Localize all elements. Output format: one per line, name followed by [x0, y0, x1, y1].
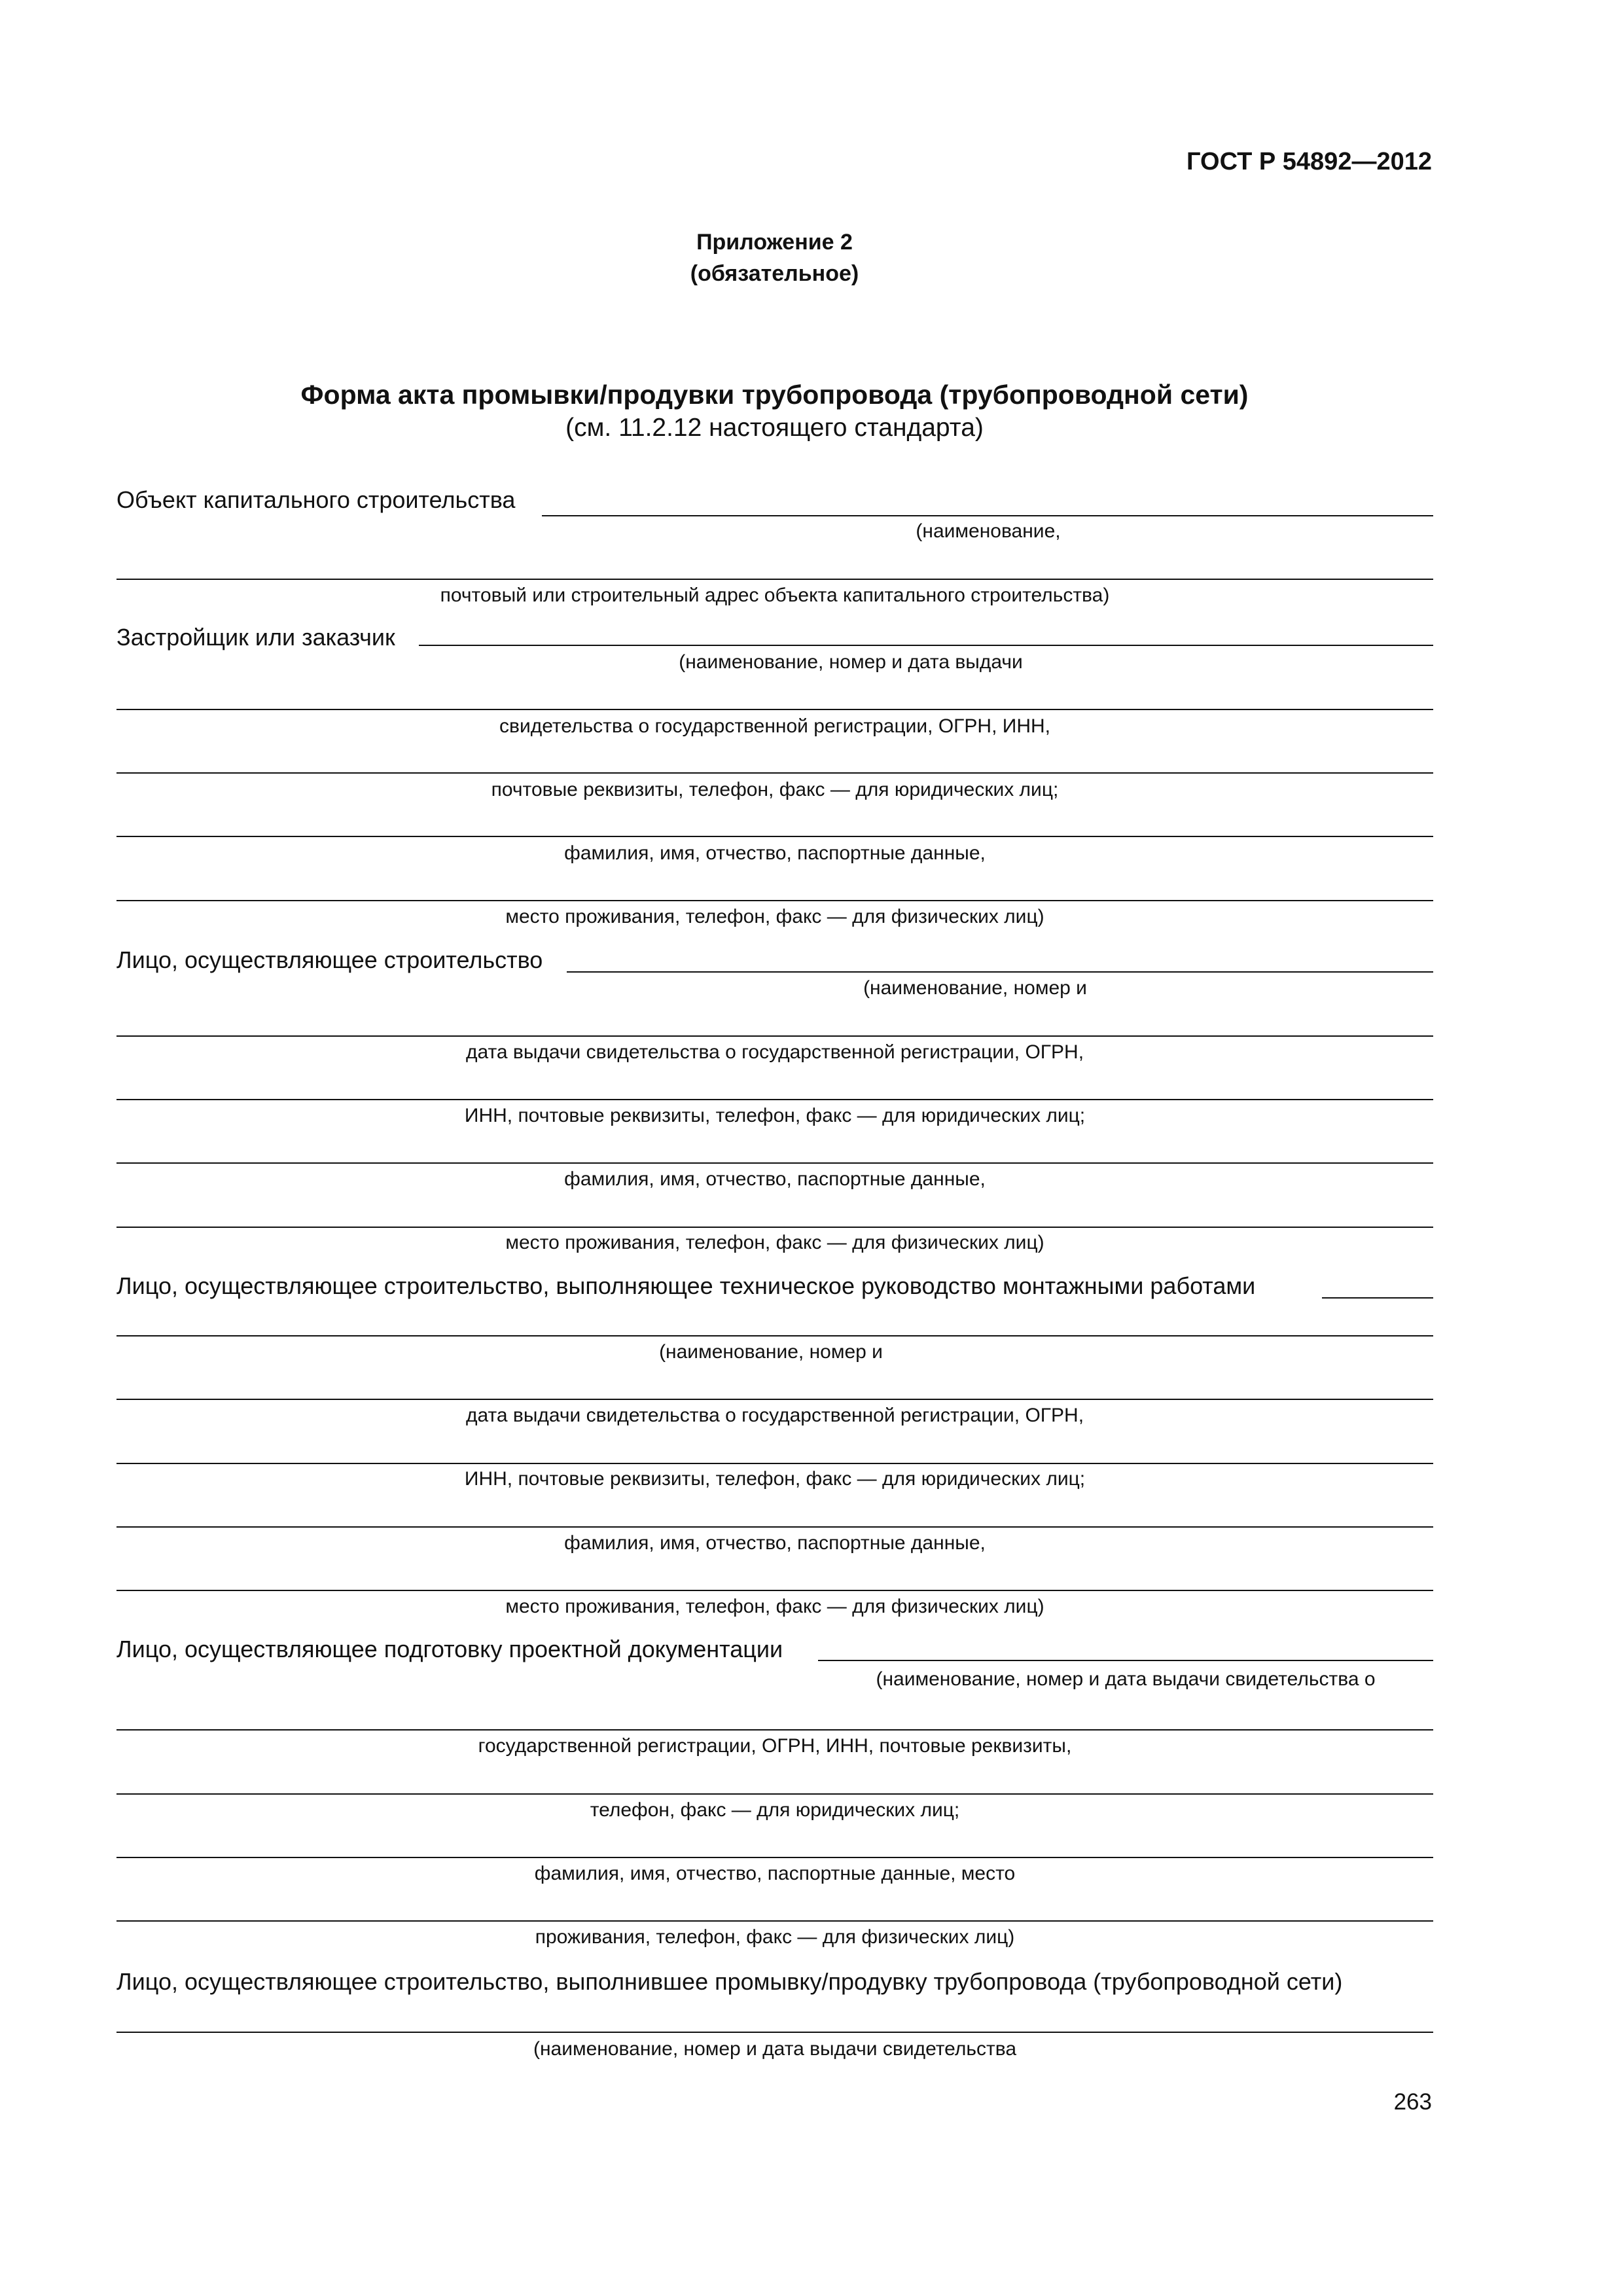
designer-caption: телефон, факс — для юридических лиц;	[590, 1799, 960, 1821]
appendix-title: Приложение 2	[696, 230, 853, 255]
tech-supervisor-field[interactable]	[116, 1463, 1433, 1464]
builder-label: Лицо, осуществляющее строительство	[116, 946, 543, 973]
form-title: Форма акта промывки/продувки трубопровода (трубопроводной сети)	[300, 380, 1249, 410]
tech-supervisor-caption: фамилия, имя, отчество, паспортные данные,	[564, 1532, 986, 1554]
tech-supervisor-field[interactable]	[116, 1335, 1433, 1336]
tech-supervisor-field[interactable]	[1322, 1297, 1433, 1299]
designer-label: Лицо, осуществляющее подготовку проектной документации	[116, 1636, 783, 1662]
designer-caption: фамилия, имя, отчество, паспортные данные, место	[534, 1863, 1016, 1884]
document-code: ГОСТ Р 54892—2012	[1186, 148, 1432, 175]
tech-supervisor-caption: место проживания, телефон, факс — для физических лиц)	[505, 1596, 1044, 1617]
object-caption: почтовый или строительный адрес объекта капитального строительства)	[440, 584, 1110, 606]
object-label: Объект капитального строительства	[116, 486, 516, 513]
builder-caption: дата выдачи свидетельства о государственной регистрации, ОГРН,	[465, 1041, 1084, 1063]
flusher-caption: (наименование, номер и дата выдачи свидетельства	[533, 2038, 1017, 2060]
designer-field[interactable]	[818, 1660, 1433, 1661]
object-address-field[interactable]	[116, 579, 1433, 580]
flusher-label: Лицо, осуществляющее строительство, выполнившее промывку/продувку трубопровода (трубопроводной сети)	[116, 1968, 1343, 1995]
developer-caption: (наименование, номер и дата выдачи	[679, 651, 1023, 673]
tech-supervisor-caption: ИНН, почтовые реквизиты, телефон, факс — для юридических лиц;	[464, 1468, 1086, 1490]
designer-field[interactable]	[116, 1857, 1433, 1858]
designer-caption: государственной регистрации, ОГРН, ИНН, почтовые реквизиты,	[478, 1735, 1072, 1757]
designer-caption: проживания, телефон, факс — для физических лиц)	[535, 1926, 1015, 1948]
object-caption: (наименование,	[916, 520, 1061, 542]
developer-field[interactable]	[116, 772, 1433, 774]
developer-field[interactable]	[419, 645, 1433, 646]
designer-caption: (наименование, номер и дата выдачи свидетельства о	[876, 1668, 1376, 1690]
designer-field[interactable]	[116, 1920, 1433, 1922]
developer-field[interactable]	[116, 836, 1433, 837]
designer-field[interactable]	[116, 1729, 1433, 1731]
builder-field[interactable]	[116, 1162, 1433, 1164]
builder-field[interactable]	[116, 1035, 1433, 1037]
builder-caption: фамилия, имя, отчество, паспортные данные,	[564, 1168, 986, 1190]
flusher-field[interactable]	[116, 2032, 1433, 2033]
designer-field[interactable]	[116, 1793, 1433, 1795]
developer-caption: почтовые реквизиты, телефон, факс — для юридических лиц;	[491, 779, 1059, 800]
builder-caption: ИНН, почтовые реквизиты, телефон, факс — для юридических лиц;	[464, 1105, 1086, 1126]
object-name-field[interactable]	[542, 515, 1433, 516]
tech-supervisor-field[interactable]	[116, 1526, 1433, 1528]
builder-field[interactable]	[116, 1227, 1433, 1228]
developer-field[interactable]	[116, 709, 1433, 710]
developer-label: Застройщик или заказчик	[116, 624, 395, 651]
builder-caption: (наименование, номер и	[863, 977, 1087, 999]
form-reference: (см. 11.2.12 настоящего стандарта)	[565, 414, 984, 442]
tech-supervisor-caption: дата выдачи свидетельства о государственной регистрации, ОГРН,	[465, 1405, 1084, 1426]
developer-caption: свидетельства о государственной регистрации, ОГРН, ИНН,	[499, 715, 1050, 737]
builder-caption: место проживания, телефон, факс — для физических лиц)	[505, 1232, 1044, 1253]
tech-supervisor-caption: (наименование, номер и	[659, 1341, 883, 1363]
developer-field[interactable]	[116, 900, 1433, 901]
tech-supervisor-field[interactable]	[116, 1590, 1433, 1591]
builder-field[interactable]	[116, 1099, 1433, 1100]
tech-supervisor-label: Лицо, осуществляющее строительство, выполняющее техническое руководство монтажными работами	[116, 1272, 1256, 1299]
builder-field[interactable]	[567, 971, 1433, 973]
page-number: 263	[1393, 2089, 1432, 2115]
developer-caption: фамилия, имя, отчество, паспортные данные,	[564, 842, 986, 864]
tech-supervisor-field[interactable]	[116, 1399, 1433, 1400]
developer-caption: место проживания, телефон, факс — для физических лиц)	[505, 906, 1044, 927]
appendix-status: (обязательное)	[690, 261, 859, 286]
